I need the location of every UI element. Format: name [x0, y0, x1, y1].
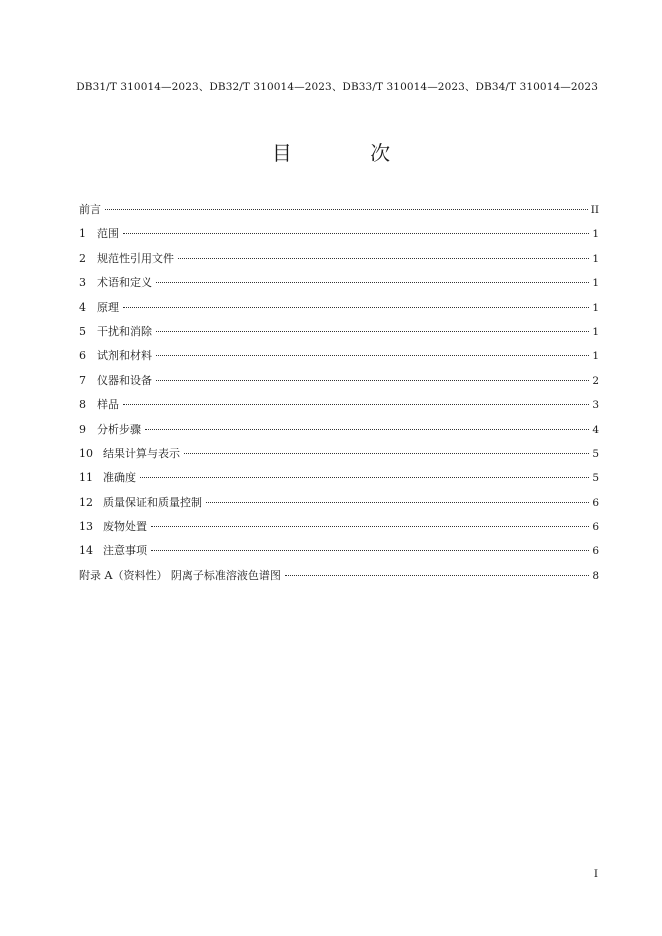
- toc-entry-page: 1: [592, 325, 599, 338]
- toc-dot-leader: [151, 550, 589, 551]
- toc-entry-number: 14: [79, 544, 93, 558]
- toc-entry-number: 4: [79, 300, 86, 314]
- footer-page-number: I: [593, 868, 598, 880]
- toc-dot-leader: [123, 307, 589, 308]
- toc-entry-number: 6: [79, 349, 86, 363]
- page-title: 目 次: [271, 141, 427, 165]
- toc-entry-number: 3: [79, 276, 86, 290]
- toc-entry-label: 分析步骤: [97, 422, 141, 436]
- toc-entry-number: 11: [79, 471, 93, 485]
- toc-entry-page: 1: [592, 277, 599, 290]
- toc-entry-label: 准确度: [103, 471, 136, 485]
- toc-entry-label: 术语和定义: [97, 276, 152, 290]
- toc-entry[interactable]: [79, 323, 599, 347]
- toc-entry[interactable]: [79, 299, 599, 323]
- toc-entry-page: 1: [592, 350, 599, 363]
- toc-entry-number: 9: [79, 422, 86, 436]
- toc-entry-label: 干扰和消除: [97, 324, 152, 338]
- toc-entry[interactable]: [79, 225, 599, 249]
- toc-dot-leader: [105, 209, 588, 210]
- toc-entry-number: 8: [79, 398, 86, 412]
- toc-dot-leader: [206, 502, 589, 503]
- toc-entry-label: 注意事项: [103, 544, 147, 558]
- toc-entry[interactable]: [79, 469, 599, 493]
- toc-entry-label: 废物处置: [103, 520, 147, 534]
- toc-entry-page: 8: [592, 569, 599, 582]
- toc-entry[interactable]: [79, 542, 599, 566]
- toc-entry-label: 规范性引用文件: [97, 251, 174, 265]
- toc-entry[interactable]: [79, 518, 599, 542]
- toc-entry-page: 6: [592, 545, 599, 558]
- toc-entry-number: 10: [79, 446, 93, 460]
- toc-entry-label: 附录 A（资料性） 阴离子标准溶液色谱图: [79, 568, 281, 582]
- toc-dot-leader: [145, 429, 589, 430]
- toc-dot-leader: [156, 331, 589, 332]
- toc-entry-page: 1: [592, 228, 599, 241]
- toc-entry-number: 1: [79, 227, 86, 241]
- toc-entry-label: 范围: [97, 227, 119, 241]
- toc-entry-page: 5: [592, 472, 599, 485]
- toc-entry-number: 5: [79, 324, 86, 338]
- toc-entry-page: 1: [592, 252, 599, 265]
- toc-dot-leader: [140, 477, 589, 478]
- toc-dot-leader: [151, 526, 589, 527]
- toc-entry-number: 12: [79, 495, 93, 509]
- toc-entry-label: 原理: [97, 300, 119, 314]
- toc-entry-page: 5: [592, 447, 599, 460]
- toc-entry-label: 仪器和设备: [97, 373, 152, 387]
- toc-entry[interactable]: [79, 201, 599, 225]
- toc-entry[interactable]: [79, 347, 599, 371]
- toc-entry[interactable]: [79, 421, 599, 445]
- toc-entry-page: 6: [592, 496, 599, 509]
- toc-dot-leader: [156, 355, 589, 356]
- toc-entry-label: 试剂和材料: [97, 349, 152, 363]
- toc-entry[interactable]: [79, 250, 599, 274]
- toc-entry-page: 2: [592, 374, 599, 387]
- toc-entry-page: 1: [592, 301, 599, 314]
- toc-entry[interactable]: [79, 494, 599, 518]
- toc-dot-leader: [178, 258, 589, 259]
- toc-entry-label: 前言: [79, 203, 101, 216]
- toc-entry-label: 结果计算与表示: [103, 446, 180, 460]
- toc-entry-label: 质量保证和质量控制: [103, 495, 202, 509]
- toc-dot-leader: [184, 453, 589, 454]
- standard-code-header: DB31/T 310014—2023、DB32/T 310014—2023、DB33/T 310014—2023、DB34/T 310014—2023: [76, 81, 598, 93]
- toc-entry-label: 样品: [97, 398, 119, 412]
- toc-entry[interactable]: [79, 396, 599, 420]
- toc-dot-leader: [156, 282, 589, 283]
- toc-entry[interactable]: [79, 445, 599, 469]
- toc-entry-number: 7: [79, 373, 86, 387]
- toc-entry[interactable]: [79, 372, 599, 396]
- toc-entry-number: 13: [79, 520, 93, 534]
- toc-entry[interactable]: [79, 274, 599, 298]
- toc-dot-leader: [285, 575, 589, 576]
- toc-dot-leader: [156, 380, 589, 381]
- toc-entry-page: II: [590, 204, 599, 216]
- toc-entry-page: 3: [592, 399, 599, 412]
- toc-entry[interactable]: [79, 567, 599, 591]
- toc-entry-page: 6: [592, 521, 599, 534]
- toc-entry-number: 2: [79, 251, 86, 265]
- toc-dot-leader: [123, 233, 589, 234]
- toc-dot-leader: [123, 404, 589, 405]
- table-of-contents: [79, 201, 599, 591]
- toc-entry-page: 4: [592, 423, 599, 436]
